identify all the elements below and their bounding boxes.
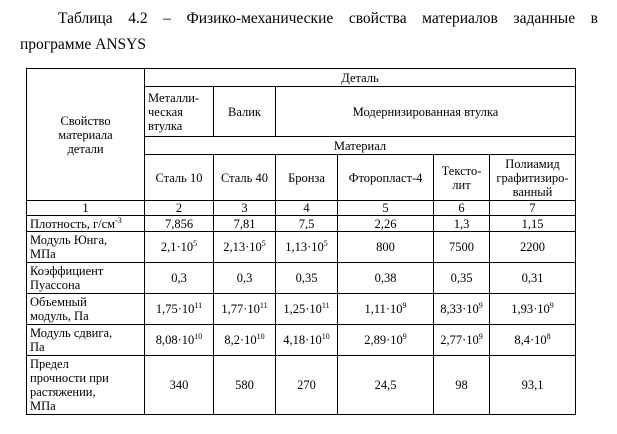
value-cell: $1,77\cdot 10^{11}$ bbox=[214, 294, 276, 325]
value-cell: 270 bbox=[276, 356, 338, 415]
value-cell: 0,35 bbox=[434, 263, 490, 294]
value-cell: 800 bbox=[338, 232, 434, 263]
caption-line-1: Таблица 4.2 – Физико-механические свойства материалов заданные в bbox=[58, 10, 598, 27]
value-cell: $1,13\cdot 10^5$ bbox=[276, 232, 338, 263]
value-cell: 98 bbox=[434, 356, 490, 415]
value-cell: $1,93\cdot 10^9$ bbox=[490, 294, 576, 325]
value-cell: 7500 bbox=[434, 232, 490, 263]
column-number: 6 bbox=[434, 201, 490, 216]
properties-table bbox=[26, 68, 576, 415]
material-cell: Фторопласт-4 bbox=[338, 155, 434, 201]
value-cell: $8,08\cdot 10^{10}$ bbox=[145, 325, 214, 356]
value-cell: 0,3 bbox=[145, 263, 214, 294]
table-row bbox=[27, 232, 576, 263]
value-cell: $4,18\cdot 10^{10}$ bbox=[276, 325, 338, 356]
caption-line-2: программе ANSYS bbox=[20, 36, 146, 53]
value-cell: 0,38 bbox=[338, 263, 434, 294]
row-label: Объемный модуль, Па bbox=[27, 294, 145, 325]
value-cell: 7,81 bbox=[214, 216, 276, 232]
value-cell: 2,26 bbox=[338, 216, 434, 232]
row-label: Коэффициент Пуассона bbox=[27, 263, 145, 294]
row-label: Предел прочности при растяжении, МПа bbox=[27, 356, 145, 415]
material-cell: Полиамид графитизиро- ванный bbox=[490, 155, 576, 201]
value-cell: 7,5 bbox=[276, 216, 338, 232]
value-cell: $1,75\cdot 10^{11}$ bbox=[145, 294, 214, 325]
value-cell: $2,13\cdot 10^5$ bbox=[214, 232, 276, 263]
column-number: 2 bbox=[145, 201, 214, 216]
value-cell: $2,77\cdot 10^9$ bbox=[434, 325, 490, 356]
value-cell: 24,5 bbox=[338, 356, 434, 415]
header-metal-bushing: Металли- ческая втулка bbox=[145, 87, 214, 137]
table-row bbox=[27, 325, 576, 356]
header-property: Свойство материала детали bbox=[27, 69, 145, 201]
value-cell: $8,2\cdot 10^{10}$ bbox=[214, 325, 276, 356]
material-cell: Сталь 40 bbox=[214, 155, 276, 201]
row-label: Модуль Юнга, МПа bbox=[27, 232, 145, 263]
column-number: 1 bbox=[27, 201, 145, 216]
table-row bbox=[27, 294, 576, 325]
value-cell: $2,1\cdot 10^5$ bbox=[145, 232, 214, 263]
row-label: Плотность, $г/см^{-3}$ bbox=[27, 216, 145, 232]
header-modern-bushing: Модернизированная втулка bbox=[276, 87, 576, 137]
table-caption bbox=[20, 6, 598, 58]
value-cell: 7,856 bbox=[145, 216, 214, 232]
value-cell: 0,3 bbox=[214, 263, 276, 294]
value-cell: 580 bbox=[214, 356, 276, 415]
header-shaft: Валик bbox=[214, 87, 276, 137]
column-number: 7 bbox=[490, 201, 576, 216]
column-number: 5 bbox=[338, 201, 434, 216]
material-cell: Бронза bbox=[276, 155, 338, 201]
material-cell: Тексто- лит bbox=[434, 155, 490, 201]
value-cell: 93,1 bbox=[490, 356, 576, 415]
header-material: Материал bbox=[145, 137, 576, 155]
table-row bbox=[27, 216, 576, 232]
value-cell: 1,3 bbox=[434, 216, 490, 232]
value-cell: $2,89\cdot 10^9$ bbox=[338, 325, 434, 356]
value-cell: 2200 bbox=[490, 232, 576, 263]
column-number: 4 bbox=[276, 201, 338, 216]
column-number: 3 bbox=[214, 201, 276, 216]
material-cell: Сталь 10 bbox=[145, 155, 214, 201]
value-cell: $8,33\cdot 10^9$ bbox=[434, 294, 490, 325]
value-cell: 340 bbox=[145, 356, 214, 415]
value-cell: 1,15 bbox=[490, 216, 576, 232]
table-row bbox=[27, 356, 576, 415]
row-label: Модуль сдвига, Па bbox=[27, 325, 145, 356]
value-cell: $1,11\cdot 10^9$ bbox=[338, 294, 434, 325]
table-row bbox=[27, 263, 576, 294]
value-cell: $1,25\cdot 10^{11}$ bbox=[276, 294, 338, 325]
value-cell: 0,35 bbox=[276, 263, 338, 294]
value-cell: $8,4\cdot 10^8$ bbox=[490, 325, 576, 356]
header-detail: Деталь bbox=[145, 69, 576, 87]
value-cell: 0,31 bbox=[490, 263, 576, 294]
